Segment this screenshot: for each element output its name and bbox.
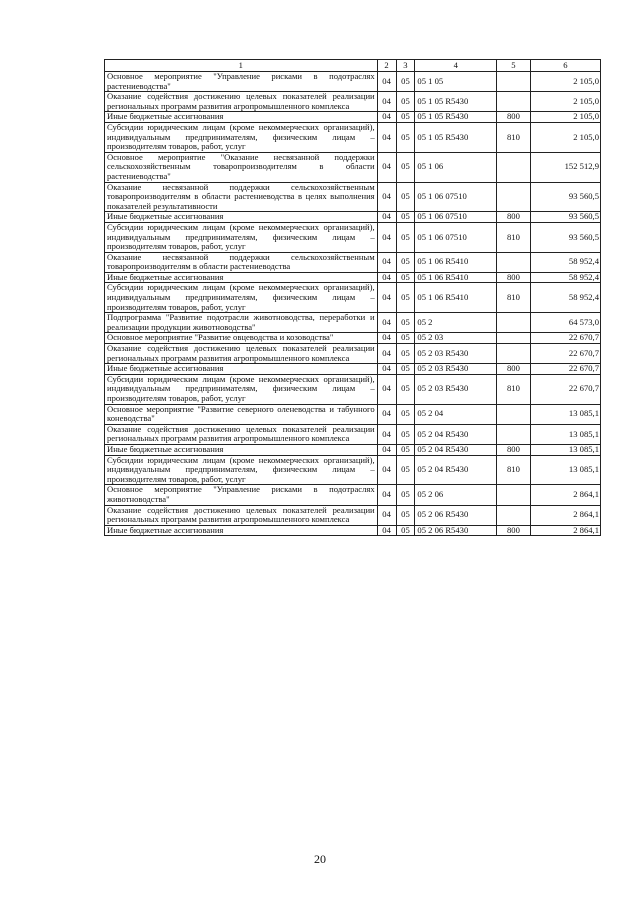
cell-section: 04	[377, 313, 396, 333]
cell-name: Субсидии юридическим лицам (кроме некоммерческих организаций), индивидуальным предпринимателям, физическим лицам – производителям товаров, работ, услуг	[105, 122, 378, 152]
cell-target-code: 05 1 05	[415, 72, 497, 92]
cell-subsection: 05	[396, 404, 415, 424]
cell-subsection: 05	[396, 283, 415, 313]
cell-section: 04	[377, 252, 396, 272]
cell-name: Основное мероприятие "Управление рисками в подотраслях растениеводства"	[105, 72, 378, 92]
cell-amount: 2 864,1	[530, 525, 600, 536]
cell-subsection: 05	[396, 455, 415, 485]
table-header	[105, 60, 601, 72]
cell-name: Основное мероприятие "Управление рисками в подотраслях животноводства"	[105, 485, 378, 505]
cell-subsection: 05	[396, 344, 415, 364]
cell-target-code: 05 2 04 R5430	[415, 424, 497, 444]
cell-expense-type: 800	[497, 112, 531, 123]
cell-section: 04	[377, 525, 396, 536]
cell-target-code: 05 2 04	[415, 404, 497, 424]
cell-subsection: 05	[396, 485, 415, 505]
cell-amount: 58 952,4	[530, 283, 600, 313]
cell-target-code: 05 2 06 R5430	[415, 525, 497, 536]
cell-amount: 64 573,0	[530, 313, 600, 333]
header-col-3: 3	[396, 60, 415, 72]
cell-target-code: 05 1 06 07510	[415, 182, 497, 212]
cell-subsection: 05	[396, 222, 415, 252]
cell-name: Субсидии юридическим лицам (кроме некоммерческих организаций), индивидуальным предпринимателям, физическим лицам – производителям товаров, работ, услуг	[105, 283, 378, 313]
cell-expense-type	[497, 313, 531, 333]
cell-name: Иные бюджетные ассигнования	[105, 272, 378, 283]
cell-amount: 58 952,4	[530, 252, 600, 272]
cell-subsection: 05	[396, 333, 415, 344]
header-col-6: 6	[530, 60, 600, 72]
cell-expense-type: 800	[497, 212, 531, 223]
cell-subsection: 05	[396, 364, 415, 375]
table-row	[105, 182, 601, 212]
cell-section: 04	[377, 212, 396, 223]
cell-amount: 93 560,5	[530, 212, 600, 223]
cell-section: 04	[377, 72, 396, 92]
header-row	[105, 60, 601, 72]
cell-expense-type	[497, 505, 531, 525]
cell-target-code: 05 2 03	[415, 333, 497, 344]
cell-subsection: 05	[396, 212, 415, 223]
cell-amount: 93 560,5	[530, 182, 600, 212]
cell-name: Иные бюджетные ассигнования	[105, 364, 378, 375]
cell-expense-type: 810	[497, 455, 531, 485]
cell-amount: 22 670,7	[530, 333, 600, 344]
cell-target-code: 05 2 03 R5430	[415, 344, 497, 364]
cell-expense-type	[497, 72, 531, 92]
cell-amount: 13 085,1	[530, 404, 600, 424]
table-row	[105, 92, 601, 112]
cell-target-code: 05 1 05 R5430	[415, 92, 497, 112]
cell-amount: 2 105,0	[530, 122, 600, 152]
cell-name: Оказание содействия достижению целевых показателей реализации региональных программ развития агропромышленного комплекса	[105, 505, 378, 525]
cell-name: Подпрограмма "Развитие подотрасли животноводства, переработки и реализации продукции животноводства"	[105, 313, 378, 333]
cell-expense-type	[497, 404, 531, 424]
table-row	[105, 455, 601, 485]
cell-section: 04	[377, 485, 396, 505]
table-row	[105, 72, 601, 92]
cell-expense-type: 810	[497, 374, 531, 404]
cell-name: Иные бюджетные ассигнования	[105, 444, 378, 455]
table-row	[105, 272, 601, 283]
cell-subsection: 05	[396, 505, 415, 525]
cell-name: Оказание содействия достижению целевых показателей реализации региональных программ развития агропромышленного комплекса	[105, 344, 378, 364]
cell-amount: 22 670,7	[530, 344, 600, 364]
cell-section: 04	[377, 112, 396, 123]
cell-target-code: 05 1 06 R5410	[415, 252, 497, 272]
cell-subsection: 05	[396, 152, 415, 182]
header-col-5: 5	[497, 60, 531, 72]
cell-section: 04	[377, 424, 396, 444]
cell-expense-type: 800	[497, 525, 531, 536]
cell-subsection: 05	[396, 252, 415, 272]
cell-name: Оказание несвязанной поддержки сельскохозяйственным товаропроизводителям в области растениеводства в целях выполнения показателей результативности	[105, 182, 378, 212]
cell-section: 04	[377, 283, 396, 313]
cell-target-code: 05 2 06 R5430	[415, 505, 497, 525]
table-row	[105, 152, 601, 182]
cell-section: 04	[377, 364, 396, 375]
cell-name: Основное мероприятие "Оказание несвязанной поддержки сельскохозяйственным товаропроизводителям в области растениеводства"	[105, 152, 378, 182]
cell-amount: 2 105,0	[530, 92, 600, 112]
cell-target-code: 05 2 03 R5430	[415, 374, 497, 404]
table-row	[105, 374, 601, 404]
cell-expense-type: 800	[497, 444, 531, 455]
table-row	[105, 525, 601, 536]
cell-section: 04	[377, 182, 396, 212]
cell-subsection: 05	[396, 122, 415, 152]
cell-expense-type: 810	[497, 122, 531, 152]
table-row	[105, 505, 601, 525]
cell-expense-type: 800	[497, 272, 531, 283]
cell-subsection: 05	[396, 424, 415, 444]
cell-target-code: 05 2 04 R5430	[415, 455, 497, 485]
cell-target-code: 05 1 05 R5430	[415, 112, 497, 123]
header-col-2: 2	[377, 60, 396, 72]
cell-name: Иные бюджетные ассигнования	[105, 112, 378, 123]
cell-amount: 2 864,1	[530, 505, 600, 525]
cell-section: 04	[377, 272, 396, 283]
cell-section: 04	[377, 92, 396, 112]
cell-section: 04	[377, 444, 396, 455]
table-row	[105, 112, 601, 123]
cell-section: 04	[377, 333, 396, 344]
cell-name: Основное мероприятие "Развитие северного оленеводства и табунного коневодства"	[105, 404, 378, 424]
cell-section: 04	[377, 122, 396, 152]
cell-expense-type	[497, 333, 531, 344]
cell-amount: 13 085,1	[530, 455, 600, 485]
cell-subsection: 05	[396, 182, 415, 212]
header-col-1: 1	[105, 60, 378, 72]
header-col-4: 4	[415, 60, 497, 72]
table-row	[105, 344, 601, 364]
table-row	[105, 333, 601, 344]
cell-target-code: 05 2 04 R5430	[415, 444, 497, 455]
cell-amount: 13 085,1	[530, 424, 600, 444]
cell-name: Иные бюджетные ассигнования	[105, 212, 378, 223]
cell-amount: 2 105,0	[530, 72, 600, 92]
cell-amount: 22 670,7	[530, 374, 600, 404]
cell-section: 04	[377, 374, 396, 404]
cell-target-code: 05 1 06 R5410	[415, 283, 497, 313]
table-row	[105, 364, 601, 375]
cell-target-code: 05 1 06 07510	[415, 212, 497, 223]
cell-target-code: 05 1 06	[415, 152, 497, 182]
cell-amount: 58 952,4	[530, 272, 600, 283]
cell-target-code: 05 2	[415, 313, 497, 333]
cell-expense-type: 810	[497, 222, 531, 252]
cell-target-code: 05 1 05 R5430	[415, 122, 497, 152]
cell-name: Основное мероприятие "Развитие овцеводства и козоводства"	[105, 333, 378, 344]
table-row	[105, 222, 601, 252]
table-row	[105, 122, 601, 152]
cell-name: Субсидии юридическим лицам (кроме некоммерческих организаций), индивидуальным предпринимателям, физическим лицам – производителям товаров, работ, услуг	[105, 222, 378, 252]
table-row	[105, 424, 601, 444]
cell-name: Субсидии юридическим лицам (кроме некоммерческих организаций), индивидуальным предпринимателям, физическим лицам – производителям товаров, работ, услуг	[105, 455, 378, 485]
cell-expense-type: 800	[497, 364, 531, 375]
cell-expense-type	[497, 92, 531, 112]
cell-amount: 152 512,9	[530, 152, 600, 182]
cell-amount: 22 670,7	[530, 364, 600, 375]
cell-amount: 2 105,0	[530, 112, 600, 123]
cell-expense-type	[497, 485, 531, 505]
cell-section: 04	[377, 404, 396, 424]
cell-expense-type	[497, 252, 531, 272]
budget-table	[104, 59, 601, 536]
cell-target-code: 05 2 06	[415, 485, 497, 505]
cell-section: 04	[377, 505, 396, 525]
cell-subsection: 05	[396, 313, 415, 333]
cell-expense-type	[497, 182, 531, 212]
cell-expense-type	[497, 344, 531, 364]
cell-target-code: 05 2 03 R5430	[415, 364, 497, 375]
table-row	[105, 313, 601, 333]
cell-subsection: 05	[396, 444, 415, 455]
table-row	[105, 404, 601, 424]
cell-name: Оказание несвязанной поддержки сельскохозяйственным товаропроизводителям в области растениеводства	[105, 252, 378, 272]
cell-section: 04	[377, 222, 396, 252]
cell-expense-type	[497, 424, 531, 444]
cell-name: Субсидии юридическим лицам (кроме некоммерческих организаций), индивидуальным предпринимателям, физическим лицам – производителям товаров, работ, услуг	[105, 374, 378, 404]
cell-amount: 2 864,1	[530, 485, 600, 505]
table-row	[105, 444, 601, 455]
table-body	[105, 72, 601, 536]
cell-name: Оказание содействия достижению целевых показателей реализации региональных программ развития агропромышленного комплекса	[105, 424, 378, 444]
cell-section: 04	[377, 152, 396, 182]
cell-subsection: 05	[396, 92, 415, 112]
cell-subsection: 05	[396, 272, 415, 283]
cell-target-code: 05 1 06 R5410	[415, 272, 497, 283]
cell-section: 04	[377, 455, 396, 485]
cell-expense-type: 810	[497, 283, 531, 313]
table-row	[105, 485, 601, 505]
cell-name: Иные бюджетные ассигнования	[105, 525, 378, 536]
cell-name: Оказание содействия достижению целевых показателей реализации региональных программ развития агропромышленного комплекса	[105, 92, 378, 112]
cell-expense-type	[497, 152, 531, 182]
cell-subsection: 05	[396, 72, 415, 92]
table-row	[105, 212, 601, 223]
cell-subsection: 05	[396, 112, 415, 123]
table-row	[105, 283, 601, 313]
cell-subsection: 05	[396, 525, 415, 536]
cell-section: 04	[377, 344, 396, 364]
page-number: 20	[314, 852, 326, 866]
cell-amount: 93 560,5	[530, 222, 600, 252]
cell-target-code: 05 1 06 07510	[415, 222, 497, 252]
cell-amount: 13 085,1	[530, 444, 600, 455]
cell-subsection: 05	[396, 374, 415, 404]
table-row	[105, 252, 601, 272]
